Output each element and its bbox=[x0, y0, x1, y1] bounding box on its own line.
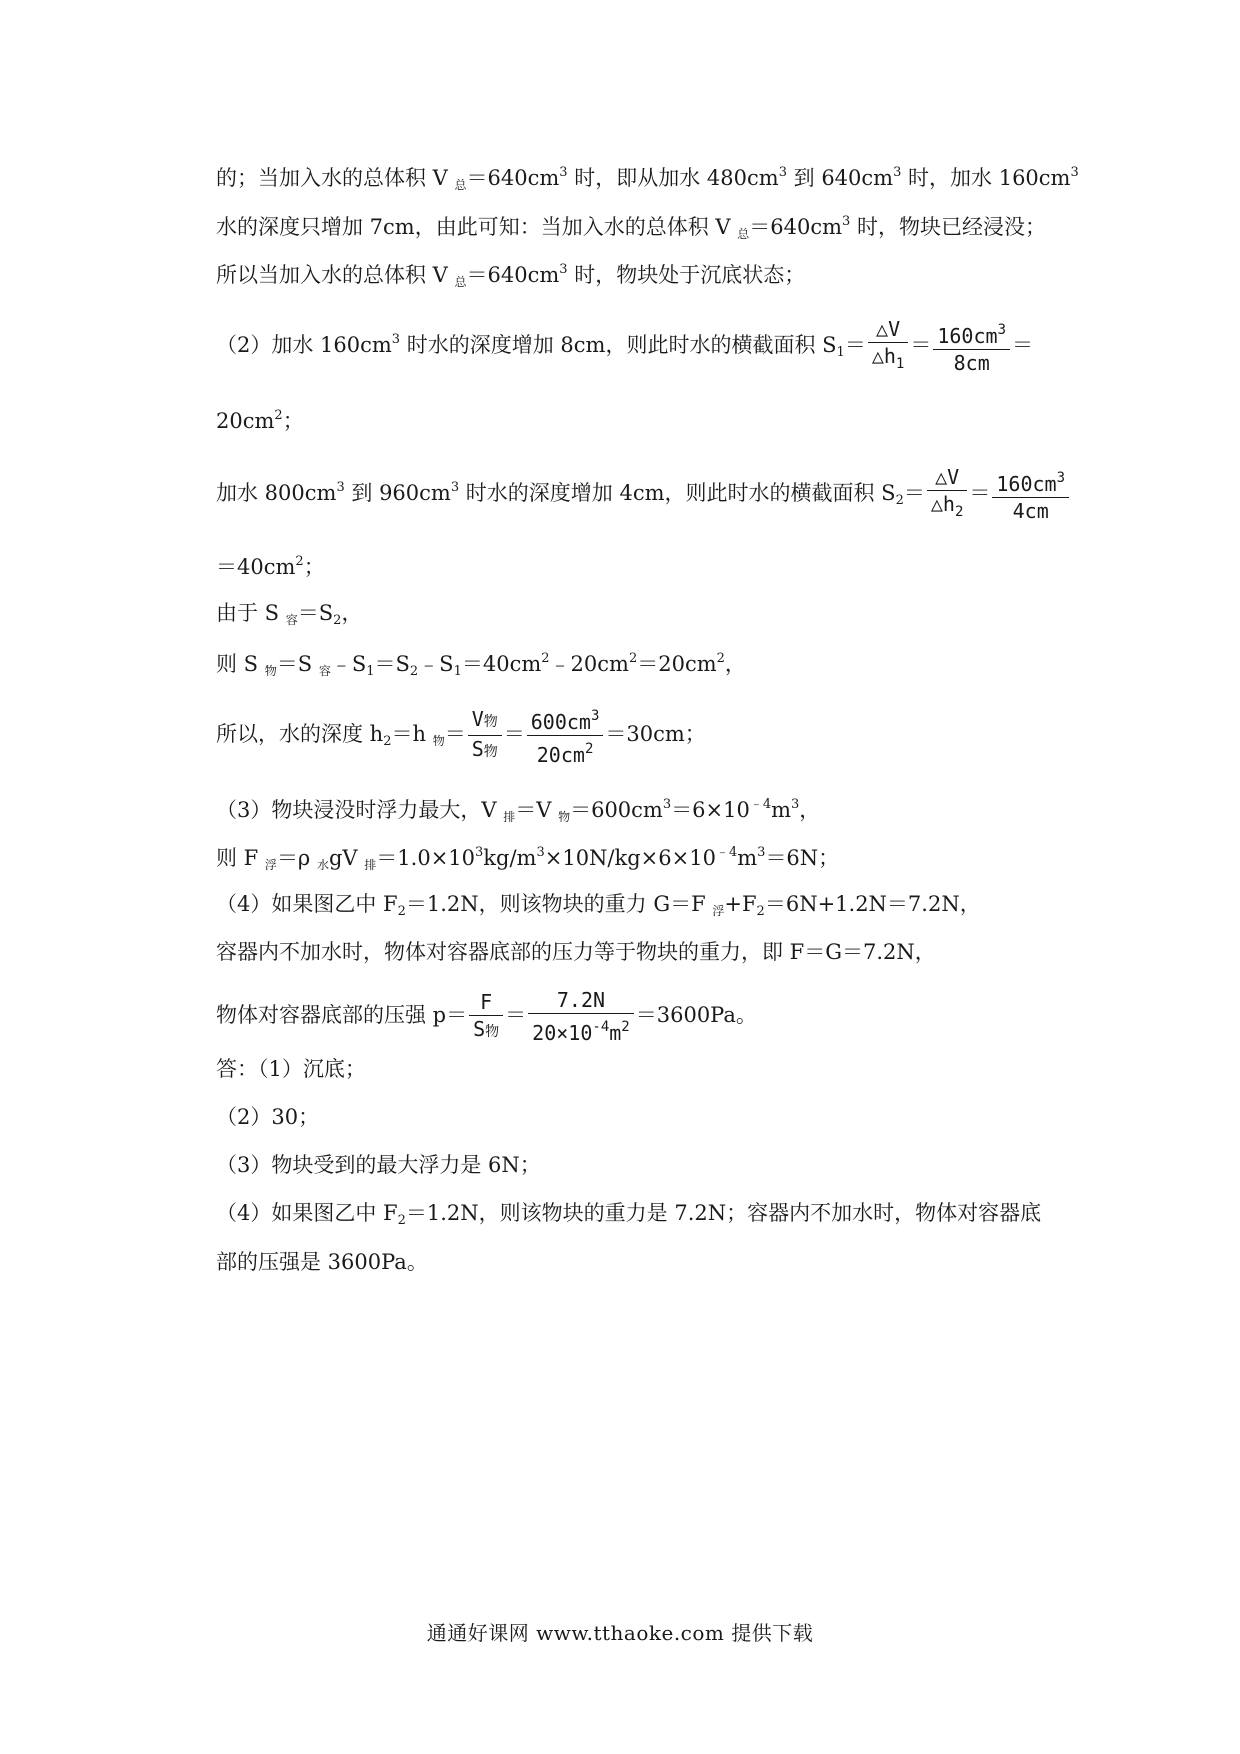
text-line-1 bbox=[216, 166, 1079, 191]
page-footer: 通通好课网 www.tthaoke.com 提供下载 bbox=[426, 1621, 814, 1645]
text-line-15: 物体对容器底部的压强 p＝ $\frac{F}{\text{S物}}$ ＝ $\frac{7.2N}{20\times 10^{-4}m^2}$ ＝3600Pa。 bbox=[216, 988, 757, 1045]
text-line-11: （3）物块浸没时浮力最大，V 排＝V 物$=600cm^3=6\times 10^{﹣4}m^3$， bbox=[216, 797, 821, 824]
text-line-18: （3）物块受到的最大浮力是 6N； bbox=[216, 1153, 541, 1177]
fraction-dv-dh1: $\frac{\triangle V}{\triangle h_1}$ bbox=[868, 316, 909, 377]
text-line-17: （2）30； bbox=[216, 1105, 320, 1129]
text-line-7: $=40cm^2$； bbox=[216, 554, 325, 579]
text-line-9: 则 S 物＝S 容$﹣S_1=S_2﹣S_1=40cm^2﹣20cm^2=20cm^2$， bbox=[216, 651, 746, 679]
fraction-72-area: $\frac{7.2N}{20\times 10^{-4}m^2}$ bbox=[528, 987, 634, 1046]
line-1-text: 的；当加入水的总体积 V 总$=640cm^3$ 时，即从加水 $480cm^3$ 到 $640cm^3$ 时，加水 $160cm^3$ bbox=[216, 165, 1079, 192]
text-line-19: （4）如果图乙中 $F_2=1.2N$，则该物块的重力是 7.2N；容器内不加水时，物体对容器底 bbox=[216, 1201, 1042, 1228]
text-line-13: （4）如果图乙中 $F_2=1.2N$，则该物块的重力 G＝F 浮$+F_2=6N+1.2N=7.2N$， bbox=[216, 892, 981, 919]
text-line-4: （2）加水 $160cm^3$ 时水的深度增加 8cm，则此时水的横截面积 $S_1=$ $\frac{\triangle V}{\triangle h_1}$ ＝ $\frac{160cm^3}{8cm}$ ＝ bbox=[216, 317, 1033, 375]
text-line-5: $20cm^2$； bbox=[216, 408, 304, 433]
text-line-10: 所以，水的深度 $h_2=h$ 物＝ $\frac{\text{V物}}{\text{S物}}$ ＝ $\frac{600cm^3}{20cm^2}$ ＝30cm； bbox=[216, 703, 706, 768]
fraction-v-s: $\frac{\text{V物}}{\text{S物}}$ bbox=[468, 706, 502, 765]
text-line-12: 则 F 浮＝ρ 水gV 排$=1.0\times 10^3kg/m^3\times 10N/kg\times 6\times 10^{﹣4}m^3=6N$； bbox=[216, 845, 840, 872]
fraction-f-s: $\frac{F}{\text{S物}}$ bbox=[469, 989, 503, 1045]
text-line-6: 加水 $800cm^3$ 到 $960cm^3$ 时水的深度增加 4cm，则此时水的横截面积 $S_2=$ $\frac{\triangle V}{\triangle h_2}$ ＝ $\frac{160cm^3}{4cm}$ bbox=[216, 464, 1071, 525]
text-line-8: 由于 S 容$=S_2$， bbox=[216, 601, 363, 628]
fraction-dv-dh2: $\frac{\triangle V}{\triangle h_2}$ bbox=[927, 464, 968, 525]
fraction-160-4: $\frac{160cm^3}{4cm}$ bbox=[992, 465, 1069, 524]
text-line-14: 容器内不加水时，物体对容器底部的压力等于物块的重力，即 F＝G＝7.2N， bbox=[216, 940, 936, 964]
fraction-160-8: $\frac{160cm^3}{8cm}$ bbox=[933, 317, 1010, 376]
text-line-20: 部的压强是 3600Pa。 bbox=[216, 1250, 428, 1274]
text-line-2: 水的深度只增加 7cm，由此可知：当加入水的总体积 V 总$=640cm^3$ 时，物块已经浸没； bbox=[216, 214, 1046, 241]
fraction-600-20: $\frac{600cm^3}{20cm^2}$ bbox=[527, 703, 604, 768]
text-line-3: 所以当加入水的总体积 V 总$=640cm^3$ 时，物块处于沉底状态； bbox=[216, 262, 806, 289]
text-line-16: 答：（1）沉底； bbox=[216, 1057, 366, 1081]
